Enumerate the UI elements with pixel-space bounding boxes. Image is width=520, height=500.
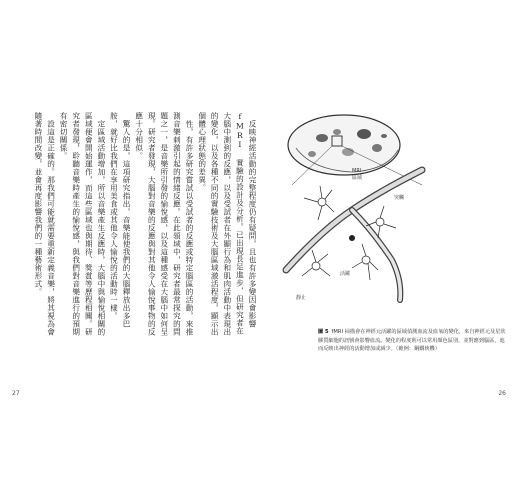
neuron-icon — [302, 186, 396, 280]
page-number-right: 26 — [498, 390, 506, 397]
figure-number: 圖 5 — [318, 329, 329, 335]
right-page — [260, 0, 520, 500]
paragraph: 驚人的是，這項研究指出，音樂能使我們的大腦釋放出多巴胺，就好比我們在享用美食或其他令人愉悅的活動時一樣。 — [109, 112, 132, 328]
fmri-illustration — [282, 110, 432, 305]
label-mri-region: MRI 區域 — [352, 168, 363, 181]
paragraph: 定區域活動增加，所以音樂產生反應時，大腦中與愉悅相關的區域便會開始運作，而這些區域也與期待、獎賞等歷程相關。研究者發現，聆聽音樂時產生的愉悅感，與我們對音樂進行的預期有密切關係。 — [59, 112, 106, 336]
brain-neuron-drawing — [282, 110, 432, 305]
paragraph: 反映神經活動的完整程度仍有疑問，且也有許多變因會影響 fMRI 實驗的設計及分析。已出現長足進步，但研究者在大腦中測到的反應，以及受試者在外顯行為和肌肉活動中表現出的變化，以及各種不同的實驗技術及大腦區域激活程度，顯示出個體心理狀態的差異。 — [197, 112, 257, 336]
label-resting: 靜止 — [296, 295, 307, 301]
label-active: 活躍 — [340, 271, 351, 277]
paragraph: 性，有許多研究嘗試以受試者的反應或特定腦區的活動，來推測音樂刺激引起的情緒反應。在此領域中，研究者最常探究的問題之一，是音樂所引發的愉悅感，以及這種感受在大腦中如何呈現。研究者發現，大腦對音樂的反應與對其他令人愉悅事物的反應十分相似。 — [134, 112, 195, 336]
body-text-vertical — [33, 112, 258, 340]
paragraph: 設這是正確的。那我們可能就需要重新定義音樂，將其視為會隨著時間改變，並會再度影響我們的一種藝術形式。 — [33, 112, 56, 336]
figure-caption — [318, 328, 508, 354]
caption-text: fMRI 掃描會在神經元活躍的區域偵測血流及血氧的變化，來自神經元及星狀膠質細胞的訊號會影響血流。變化的程度則可以常用顏色區別，並對應到腦區，進而反映出神經的活動增加或減少。（範例：鋼鐵俠機） — [318, 329, 506, 353]
page-number-left: 27 — [12, 390, 20, 397]
label-synapse: 突觸 — [394, 195, 405, 201]
blood-vessel-icon — [286, 170, 422, 300]
